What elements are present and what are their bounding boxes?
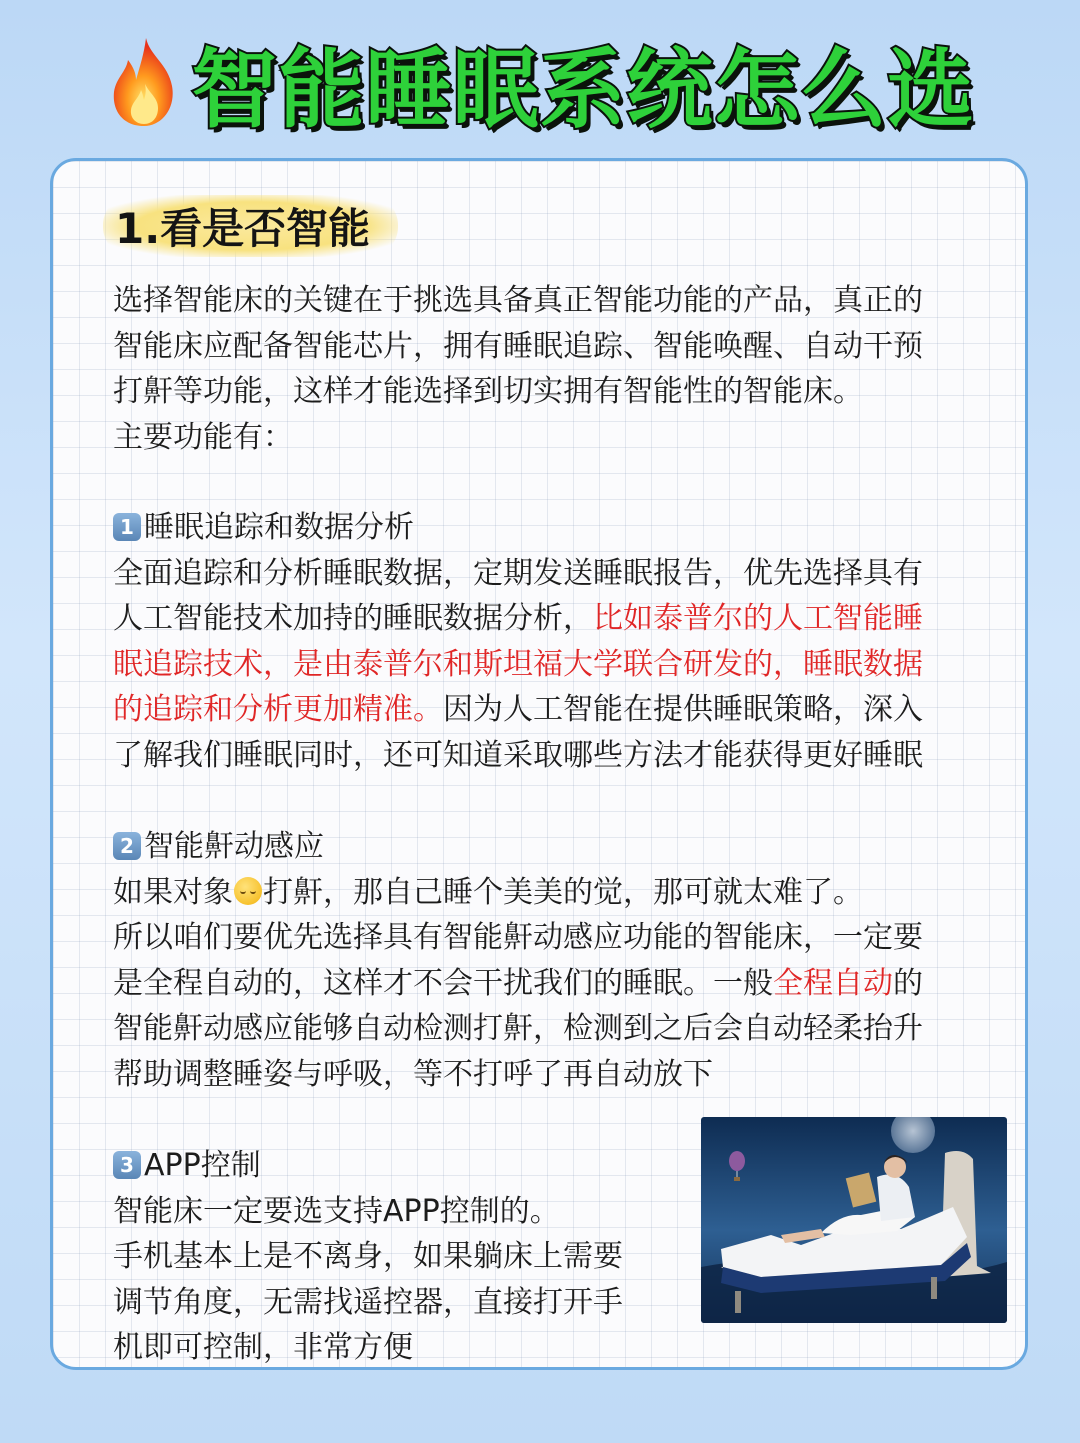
keycap-number-icon: 3 [113, 1151, 141, 1179]
feature-line: 智能鼾动感应能够自动检测打鼾，检测到之后会自动轻柔抬升 [113, 1011, 923, 1046]
intro-line: 智能床应配备智能芯片，拥有睡眠追踪、智能唤醒、自动干预 [113, 328, 923, 364]
feature-snore-sensing [113, 824, 1013, 1097]
feature-text: 的 [893, 965, 923, 1001]
feature-line: 机即可控制，非常方便 [113, 1330, 413, 1365]
highlight-text: 的追踪和分析更加精准。 [113, 692, 443, 727]
keycap-number-icon: 1 [113, 513, 141, 541]
flame-icon [106, 34, 184, 130]
feature-app-control [113, 1143, 673, 1370]
keycap-number-icon: 2 [113, 832, 141, 860]
feature-line: 调节角度，无需找遥控器，直接打开手 [113, 1284, 623, 1320]
feature-line [113, 687, 1013, 733]
feature-line: 帮助调整睡姿与呼吸，等不打呼了再自动放下 [113, 1056, 713, 1092]
feature-text: 因为人工智能在提供睡眠策略，深入 [443, 692, 923, 727]
intro-line: 打鼾等功能，这样才能选择到切实拥有智能性的智能床。 [113, 374, 863, 409]
highlight-line: 眠追踪技术，是由泰普尔和斯坦福大学联合研发的，睡眠数据 [113, 646, 923, 682]
feature-title [113, 824, 1013, 870]
highlight-text: 比如泰普尔的人工智能睡 [593, 601, 923, 636]
content-card [50, 158, 1028, 1370]
feature-text: 人工智能技术加持的睡眠数据分析， [113, 601, 593, 636]
feature-line: 所以咱们要优先选择具有智能鼾动感应功能的智能床，一定要 [113, 920, 923, 955]
title-text: 智能睡眠系统怎么选 [191, 40, 975, 140]
sleeping-face-icon [234, 877, 262, 905]
smart-bed-photo [701, 1117, 1007, 1323]
page-title [0, 22, 1080, 142]
feature-text: 是全程自动的，这样才不会干扰我们的睡眠。一般 [113, 965, 773, 1001]
feature-title-text: APP控制 [144, 1148, 261, 1183]
intro-paragraph [113, 278, 1013, 460]
feature-line [113, 961, 1013, 1007]
intro-line: 主要功能有： [113, 419, 293, 455]
highlight-text: 全程自动 [773, 965, 893, 1001]
feature-line [113, 870, 1013, 916]
feature-text: 打鼾，那自己睡个美美的觉，那可就太难了。 [263, 874, 863, 910]
feature-line [113, 596, 1013, 642]
feature-text: 如果对象 [113, 874, 233, 910]
feature-title-text: 睡眠追踪和数据分析 [144, 510, 414, 545]
feature-line: 全面追踪和分析睡眠数据，定期发送睡眠报告，优先选择具有 [113, 555, 923, 591]
feature-line: 智能床一定要选支持APP控制的。 [113, 1193, 560, 1229]
feature-line: 手机基本上是不离身，如果躺床上需要 [113, 1239, 623, 1274]
feature-line: 了解我们睡眠同时，还可知道采取哪些方法才能获得更好睡眠 [113, 737, 923, 773]
feature-title [113, 1143, 673, 1189]
feature-sleep-tracking [113, 505, 1013, 778]
feature-title [113, 505, 1013, 551]
intro-line: 选择智能床的关键在于挑选具备真正智能功能的产品，真正的 [113, 283, 923, 318]
feature-title-text: 智能鼾动感应 [144, 829, 324, 864]
section-heading: 1.看是否智能 [103, 195, 398, 257]
